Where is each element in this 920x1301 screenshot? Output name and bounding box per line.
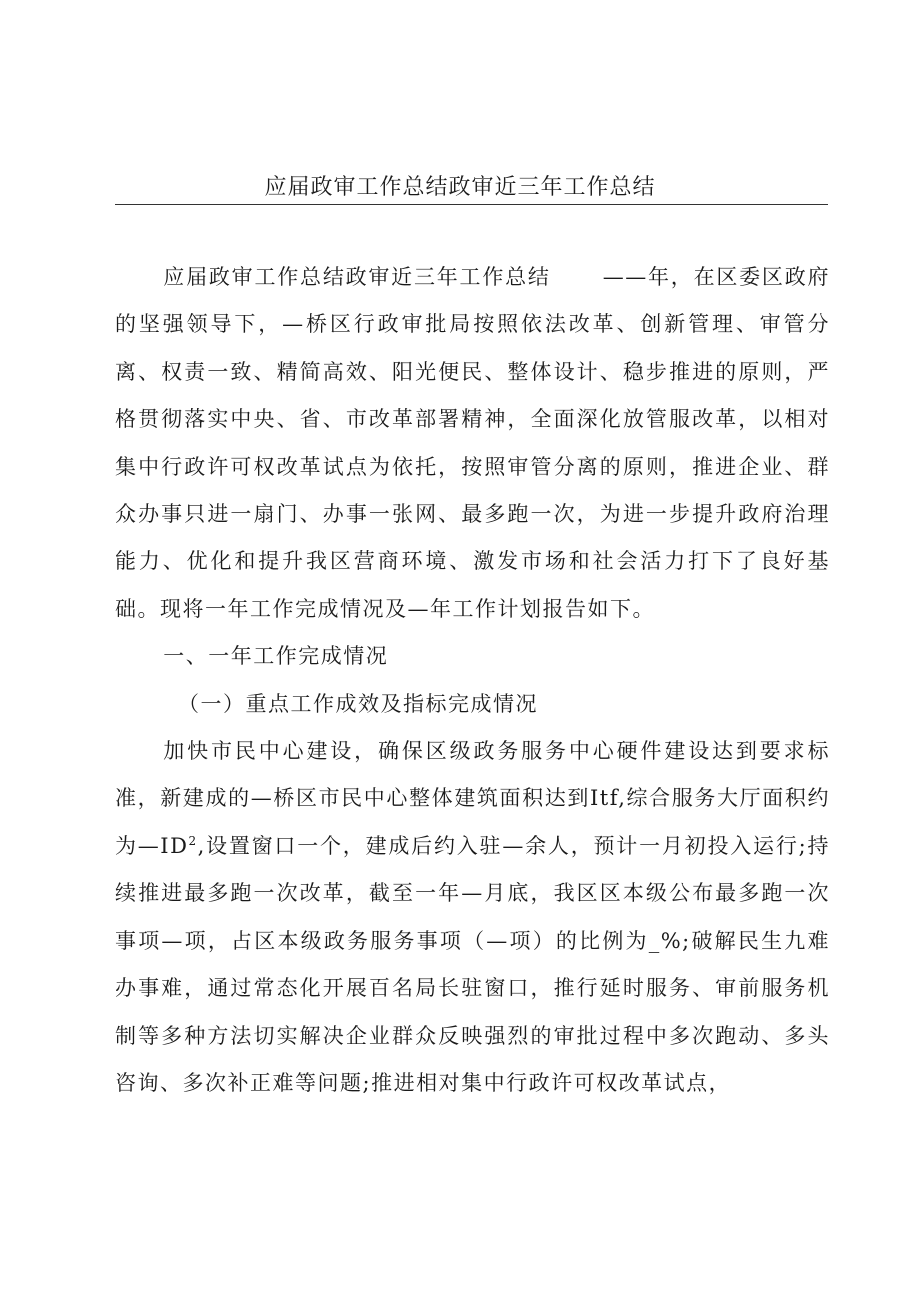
work-summary-paragraph	[115, 728, 830, 1107]
subsection-heading: （一）重点工作成效及指标完成情况	[178, 691, 538, 716]
area-unit-superscript: 2	[188, 833, 198, 848]
section-heading: 一、一年工作完成情况	[163, 644, 389, 669]
intro-rest: ——年，在区委区政府的坚强领导下，—桥区行政审批局按照依法改革、创新管理、审管分离、权责一致、精简高效、阳光便民、整体设计、稳步推进的原则，严格贯彻落实中央、省、市改革部署精神，全面深化放管服改革，以相对集中行政许可权改革试点为依托，按照审管分离的原则，推进企业、群众办事只进一扇门、办事一张网、最多跑一次，为进一步提升政府治理能力、优化和提升我区营商环境、激发市场和社会活力打下了良好基础。现将一年工作完成情况及—年工作计划报告如下。	[115, 265, 831, 621]
para2-part2: ,设置窗口一个，建成后约入驻—余人，预计一月初投入运行;持续推进最多跑一次改革，截至一年—月底，我区区本级公布最多跑一次事项—项，占区本级政务服务事项（—项）的比例为_%;破解民生九难办事难，通过常态化开展百名局长驻窗口，推行延时服务、审前服务机制等多种方法切实解决企业群众反映强烈的审批过程中多次跑动、多头咨询、多次补正难等问题;推进相对集中行政许可权改革试点，	[115, 833, 831, 1095]
para2-part1: 加快市民中心建设，确保区级政务服务中心硬件建设达到要求标准，新建成的—桥区市民中心整体建筑面积达到Itf,综合服务大厅面积约为—ID	[115, 739, 830, 858]
intro-paragraph	[115, 254, 830, 633]
document-title: 应届政审工作总结政审近三年工作总结	[264, 175, 656, 200]
intro-lead: 应届政审工作总结政审近三年工作总结	[163, 265, 551, 289]
document-body	[115, 254, 830, 1107]
title-underline	[115, 204, 828, 205]
